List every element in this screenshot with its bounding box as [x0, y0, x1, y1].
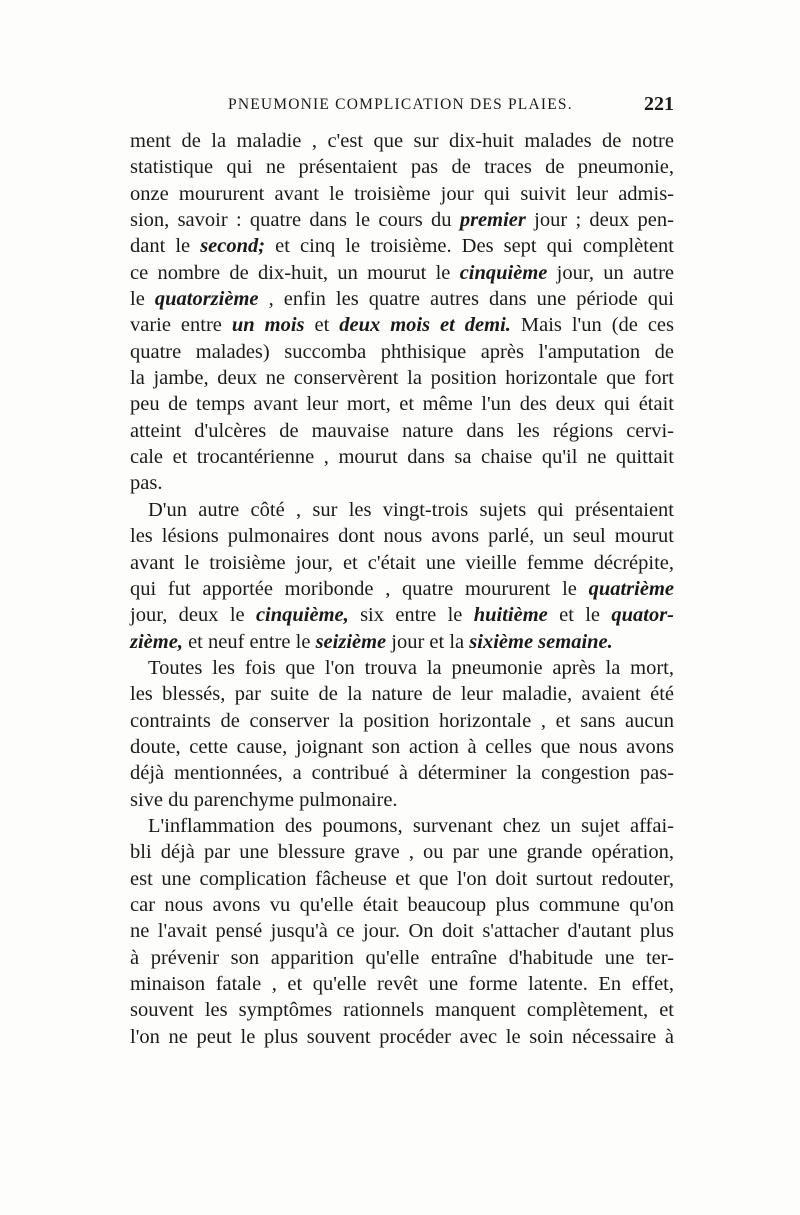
text-line: quatre malades) succomba phthisique après l'amputation de — [130, 340, 674, 363]
text-line: varie entre un mois et deux mois et demi. Mais l'un (de ces — [130, 314, 675, 337]
text-line: ment de la maladie , c'est que sur dix-huit malades de notre — [130, 130, 674, 152]
italic-emphasis: cinquième, — [255, 604, 349, 627]
running-title: PNEUMONIE COMPLICATION DES PLAIES. — [228, 96, 573, 113]
text-line: cale et trocantérienne , mourut dans sa chaise qu'il ne quittait — [130, 446, 674, 469]
text-line: dant le second; et cinq le troisième. Des sept qui complètent — [130, 235, 674, 258]
text-line: est une complication fâcheuse et que l'on doit surtout redouter, — [130, 867, 674, 890]
paragraph — [130, 128, 674, 497]
italic-emphasis: cinquième — [459, 261, 548, 284]
text-line: ne l'avait pensé jusqu'à ce jour. On doit s'attacher d'autant plus — [130, 920, 674, 943]
page-number: 221 — [644, 93, 674, 115]
italic-emphasis: deux mois et demi. — [339, 314, 511, 337]
text-line: avant le troisième jour, et c'était une vieille femme décrépite, — [130, 551, 674, 574]
body-text — [130, 128, 674, 1050]
paragraph — [130, 655, 674, 813]
text-line: D'un autre côté , sur les vingt-trois sujets qui présentaient — [148, 498, 674, 521]
paragraph — [130, 497, 674, 655]
text-line: déjà mentionnées, a contribué à déterminer la congestion pas- — [130, 762, 674, 785]
text-line: minaison fatale , et qu'elle revêt une forme latente. En effet, — [130, 973, 674, 995]
text-line: souvent les symptômes rationnels manquent complètement, et — [130, 999, 674, 1022]
italic-emphasis: zième, — [130, 630, 183, 653]
italic-emphasis: sixième semaine. — [469, 630, 613, 653]
italic-emphasis: premier — [459, 209, 526, 232]
italic-emphasis: huitième — [473, 604, 548, 627]
text-line: les lésions pulmonaires dont nous avons parlé, un seul mourut — [130, 525, 674, 548]
italic-emphasis: seizième — [315, 630, 387, 653]
text-line: doute, cette cause, joignant son action à celles que nous avons — [130, 735, 674, 758]
text-line: L'inflammation des poumons, survenant chez un sujet affai- — [148, 814, 674, 837]
text-line: la jambe, deux ne conservèrent la position horizontale que fort — [130, 367, 674, 390]
text-line: onze moururent avant le troisième jour qui suivit leur admis- — [130, 182, 674, 205]
text-line: ce nombre de dix-huit, un mourut le cinquième jour, un autre — [130, 261, 675, 284]
text-line: peu de temps avant leur mort, et même l'un des deux qui était — [130, 393, 674, 416]
italic-emphasis: quator- — [611, 604, 674, 627]
text-line: statistique qui ne présentaient pas de traces de pneumonie, — [130, 156, 674, 179]
text-line: jour, deux le cinquième, six entre le huitième et le quator- — [130, 604, 674, 627]
text-line: le quatorzième , enfin les quatre autres dans une période qui — [130, 288, 675, 311]
text-line: à prévenir son apparition qu'elle entraîne d'habitude une ter- — [130, 946, 674, 969]
page-header — [132, 93, 674, 124]
text-line: qui fut apportée moribonde , quatre moururent le quatrième — [130, 577, 674, 600]
text-line: atteint d'ulcères de mauvaise nature dans les régions cervi- — [130, 419, 674, 442]
italic-emphasis: quatrième — [588, 577, 674, 600]
text-line: zième, et neuf entre le seizième jour et la sixième semaine. — [130, 630, 613, 653]
text-line: l'on ne peut le plus souvent procéder avec le soin nécessaire à — [130, 1025, 674, 1048]
italic-emphasis: quatorzième — [154, 288, 259, 311]
text-line: Toutes les fois que l'on trouva la pneumonie après la mort, — [148, 656, 674, 679]
text-line: pas. — [130, 472, 163, 495]
text-line: sion, savoir : quatre dans le cours du premier jour ; deux pen- — [130, 209, 674, 232]
paragraph — [130, 813, 674, 1050]
text-line: les blessés, par suite de la nature de leur maladie, avaient été — [130, 683, 674, 706]
text-line: car nous avons vu qu'elle était beaucoup plus commune qu'on — [130, 893, 674, 916]
italic-emphasis: second; — [200, 235, 266, 258]
italic-emphasis: un mois — [231, 314, 305, 337]
text-line: sive du parenchyme pulmonaire. — [130, 788, 398, 811]
text-line: contraints de conserver la position horizontale , et sans aucun — [130, 709, 674, 732]
text-line: bli déjà par une blessure grave , ou par une grande opération, — [130, 841, 674, 864]
